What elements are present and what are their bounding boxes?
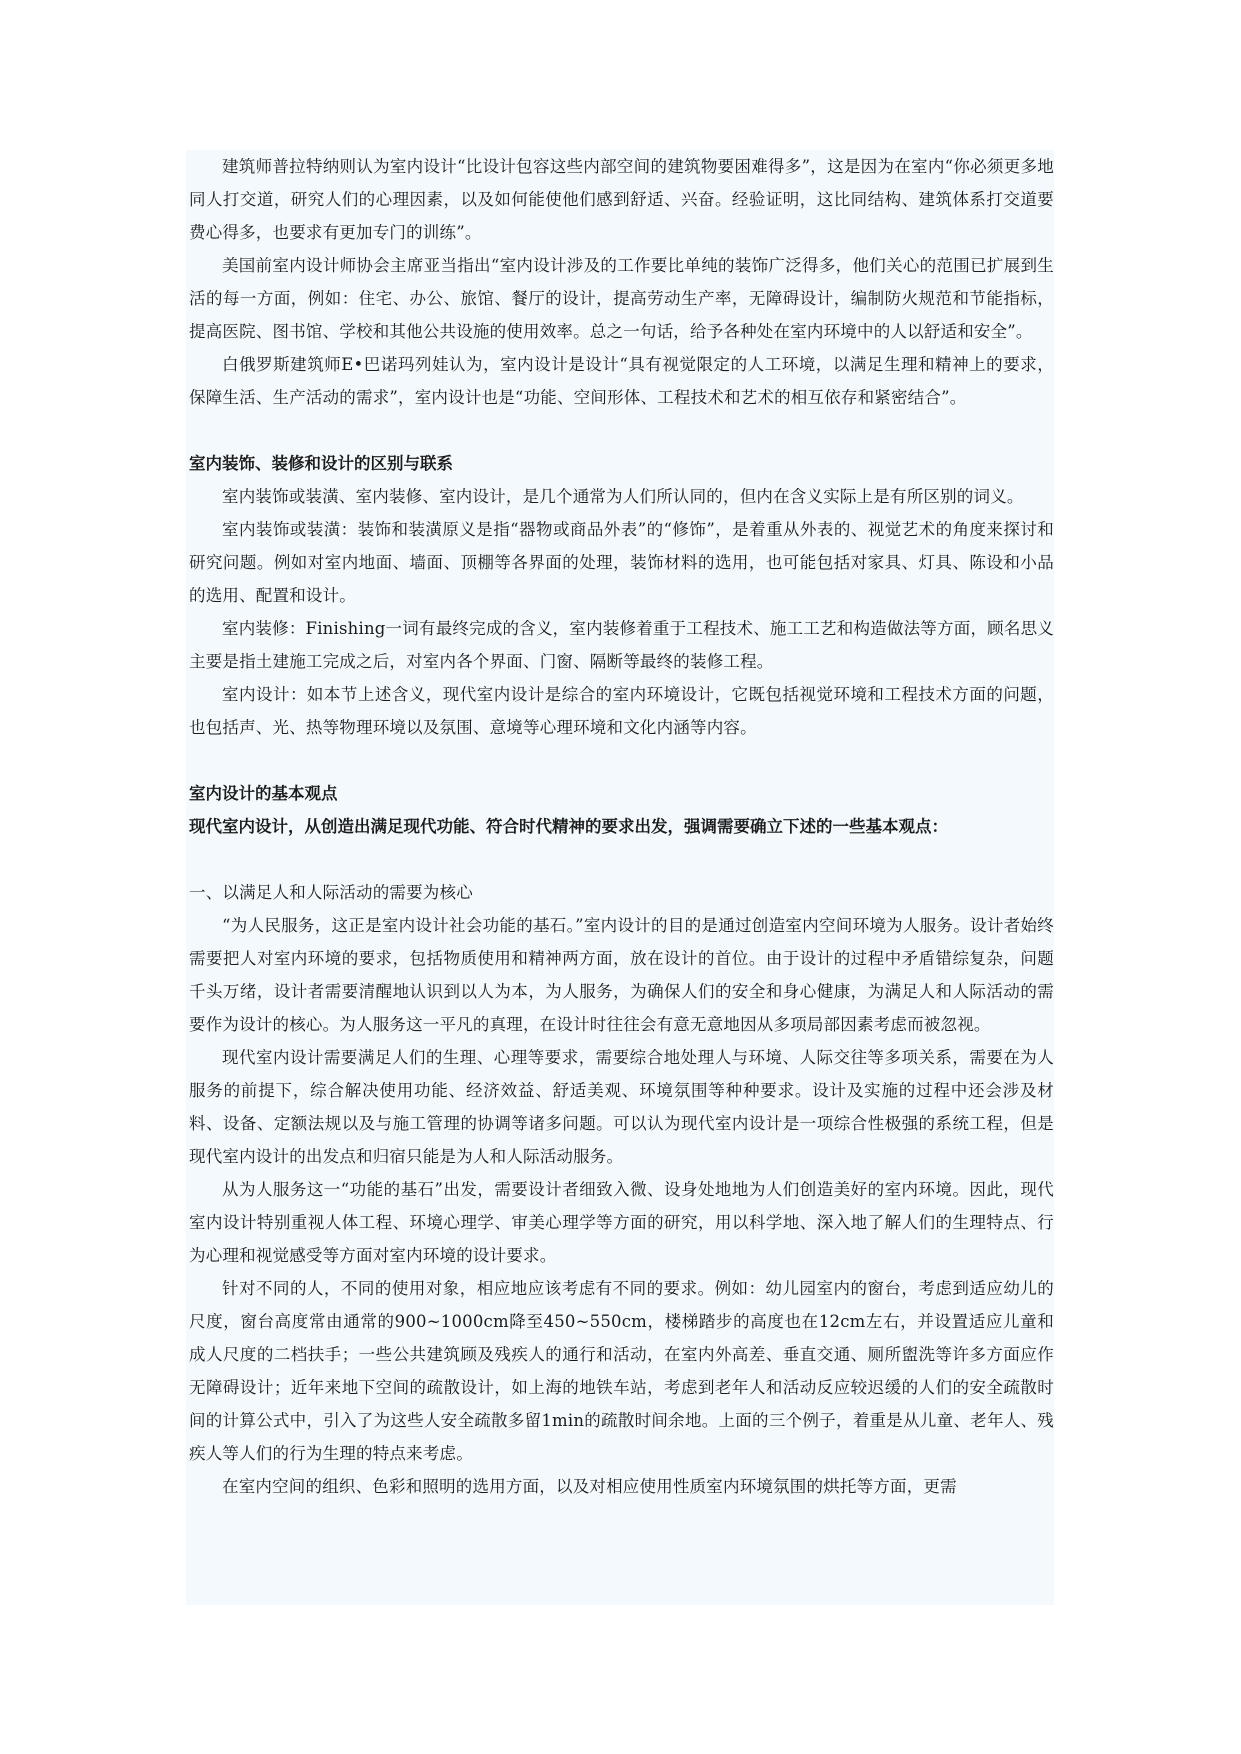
spacer	[189, 744, 1054, 777]
section-heading-basic-views: 室内设计的基本观点	[189, 784, 338, 803]
section3-paragraph-3: 从为人服务这一“功能的基石”出发，需要设计者细致入微、设身处地地为人们创造美好的室内环境。因此，现代室内设计特别重视人体工程、环境心理学、审美心理学等方面的研究，用以科学地、深入地了解人们的生理特点、行为心理和视觉感受等方面对室内环境的设计要求。	[189, 1180, 1054, 1265]
intro-paragraph-2: 美国前室内设计师协会主席亚当指出“室内设计涉及的工作要比单纯的装饰广泛得多，他们关心的范围已扩展到生活的每一方面，例如：住宅、办公、旅馆、餐厅的设计，提高劳动生产率，无障碍设计，编制防火规范和节能指标，提高医院、图书馆、学校和其他公共设施的使用效率。总之一句话，给予各种处在室内环境中的人以舒适和安全”。	[189, 256, 1054, 341]
section2-paragraph-3: 室内装修：Finishing一词有最终完成的含义，室内装修着重于工程技术、施工工艺和构造做法等方面，顾名思义主要是指土建施工完成之后，对室内各个界面、门窗、隔断等最终的装修工程。	[189, 619, 1054, 671]
section3-paragraph-4: 针对不同的人，不同的使用对象，相应地应该考虑有不同的要求。例如：幼儿园室内的窗台，考虑到适应幼儿的尺度，窗台高度常由通常的900~1000cm降至450~550cm，楼梯踏步的高度也在12cm左右，并设置适应儿童和成人尺度的二档扶手；一些公共建筑顾及残疾人的通行和活动，在室内外高差、垂直交通、厕所盥洗等许多方面应作无障碍设计；近年来地下空间的疏散设计，如上海的地铁车站，考虑到老年人和活动反应较迟缓的人们的安全疏散时间的计算公式中，引入了为这些人安全疏散多留1min的疏散时间余地。上面的三个例子，着重是从儿童、老年人、残疾人等人们的行为生理的特点来考虑。	[189, 1279, 1054, 1463]
section2-paragraph-1: 室内装饰或装潢、室内装修、室内设计，是几个通常为人们所认同的，但内在含义实际上是有所区别的词义。	[222, 487, 1024, 506]
intro-paragraph-1: 建筑师普拉特纳则认为室内设计“比设计包容这些内部空间的建筑物要困难得多”，这是因为在室内“你必须更多地同人打交道，研究人们的心理因素，以及如何能使他们感到舒适、兴奋。经验证明，这比同结构、建筑体系打交道要费心得多，也要求有更加专门的训练”。	[189, 157, 1054, 242]
spacer	[189, 843, 1054, 876]
section-heading-distinction: 室内装饰、装修和设计的区别与联系	[189, 454, 453, 473]
section2-paragraph-2: 室内装饰或装潢：装饰和装潢原义是指“器物或商品外表”的“修饰”，是着重从外表的、视觉艺术的角度来探讨和研究问题。例如对室内地面、墙面、顶棚等各界面的处理，装饰材料的选用，也可能包括对家具、灯具、陈设和小品的选用、配置和设计。	[189, 520, 1054, 605]
section3-paragraph-1: “为人民服务，这正是室内设计社会功能的基石。”室内设计的目的是通过创造室内空间环境为人服务。设计者始终需要把人对室内环境的要求，包括物质使用和精神两方面，放在设计的首位。由于设计的过程中矛盾错综复杂，问题千头万绪，设计者需要清醒地认识到以人为本，为人服务，为确保人们的安全和身心健康，为满足人和人际活动的需要作为设计的核心。为人服务这一平凡的真理，在设计时往往会有意无意地因从多项局部因素考虑而被忽视。	[189, 916, 1054, 1034]
document-page	[186, 150, 1054, 1605]
document-body	[186, 150, 1054, 1503]
section-subheading: 现代室内设计，从创造出满足现代功能、符合时代精神的要求出发，强调需要确立下述的一些基本观点：	[189, 817, 948, 836]
section3-paragraph-5: 在室内空间的组织、色彩和照明的选用方面，以及对相应使用性质室内环境氛围的烘托等方面，更需	[222, 1477, 957, 1496]
intro-paragraph-3: 白俄罗斯建筑师E•巴诺玛列娃认为，室内设计是设计“具有视觉限定的人工环境，以满足生理和精神上的要求，保障生活、生产活动的需求”，室内设计也是“功能、空间形体、工程技术和艺术的相互依存和紧密结合”。	[189, 355, 1054, 407]
spacer	[189, 414, 1054, 447]
section2-paragraph-4: 室内设计：如本节上述含义，现代室内设计是综合的室内环境设计，它既包括视觉环境和工程技术方面的问题，也包括声、光、热等物理环境以及氛围、意境等心理环境和文化内涵等内容。	[189, 685, 1054, 737]
point-1-title: 一、以满足人和人际活动的需要为核心	[189, 883, 473, 902]
section3-paragraph-2: 现代室内设计需要满足人们的生理、心理等要求，需要综合地处理人与环境、人际交往等多项关系，需要在为人服务的前提下，综合解决使用功能、经济效益、舒适美观、环境氛围等种种要求。设计及实施的过程中还会涉及材料、设备、定额法规以及与施工管理的协调等诸多问题。可以认为现代室内设计是一项综合性极强的系统工程，但是现代室内设计的出发点和归宿只能是为人和人际活动服务。	[189, 1048, 1054, 1166]
